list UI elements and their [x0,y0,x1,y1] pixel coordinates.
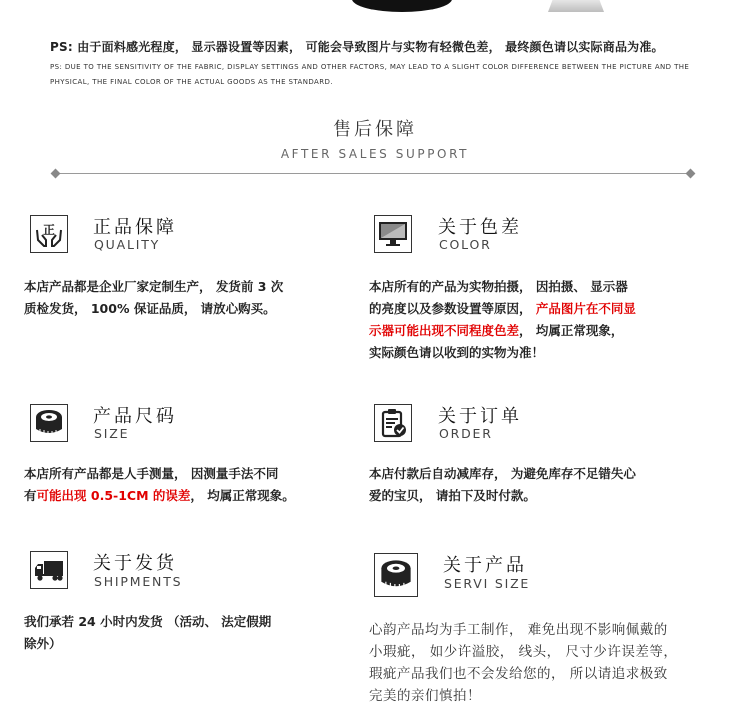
service-subtitle: SERVI SIZE [444,576,531,591]
tape-measure-icon [30,404,68,442]
order-title: 关于订单 [438,406,522,427]
color-title: 关于色差 [438,217,522,238]
size-subtitle: SIZE [94,426,130,441]
quality-subtitle: QUALITY [94,237,161,252]
service-text: 心韵产品均为手工制作， 难免出现不影响佩戴的 小瑕疵， 如少许溢胶， 线头， 尺寸少许误差等， 瑕疵产品我们也不会发给您的， 所以请追求极致 完美的亲们慎拍！ [369,622,678,704]
section-title: 售后保障 [333,119,417,140]
order-subtitle: ORDER [439,426,493,441]
section-subtitle: AFTER SALES SUPPORT [280,147,470,161]
service-title: 关于产品 [443,555,527,576]
truck-icon [30,551,68,589]
color-notice-en: PS: DUE TO THE SENSITIVITY OF THE FABRIC, DISPLAY SETTINGS AND OTHER FACTORS, MAY LEAD TO A SLIGHT COLOR DIFFERENCE BETWEEN THE PICTURE AND THE PHYSICAL, THE FINAL COLOR OF THE ACTUAL GOODS AS THE STANDARD. [50,63,690,86]
clipboard-check-icon [374,404,412,442]
hands-quality-icon [30,215,68,253]
shipments-text: 我们承若 24 小时内发货 （活动、 法定假期 除外） [24,614,272,651]
color-text: 本店所有的产品为实物拍摄， 因拍摄、 显示器 的亮度以及参数设置等原因， 产品图片在不同显 示器可能出现不同程度色差， 均属正常现象， 实际颜色请以收到的实物为准！ [369,279,636,360]
section-divider [56,173,688,174]
tape-measure-icon [374,553,418,597]
quality-title: 正品保障 [93,217,177,238]
product-photo-remnant-black [352,0,452,12]
divider-dot-left [51,169,61,179]
monitor-icon [374,215,412,253]
size-text: 本店所有产品都是人手测量， 因测量手法不同 有可能出现 0.5-1CM 的误差， 均属正常现象。 [24,466,295,503]
quality-text: 本店产品都是企业厂家定制生产， 发货前 3 次 质检发货， 100% 保证品质， 请放心购买。 [24,279,284,316]
shipments-subtitle: SHIPMENTS [94,574,183,589]
product-photo-remnant-silver [548,0,604,12]
shipments-title: 关于发货 [93,553,177,574]
svg-text:正: 正 [42,223,56,237]
divider-dot-right [686,169,696,179]
color-notice-cn: PS: 由于面料感光程度， 显示器设置等因素， 可能会导致图片与实物有轻微色差， 最终颜色请以实际商品为准。 [50,40,664,54]
order-text: 本店付款后自动减库存， 为避免库存不足错失心 爱的宝贝， 请拍下及时付款。 [369,466,636,503]
color-subtitle: COLOR [439,237,492,252]
size-title: 产品尺码 [93,406,177,427]
